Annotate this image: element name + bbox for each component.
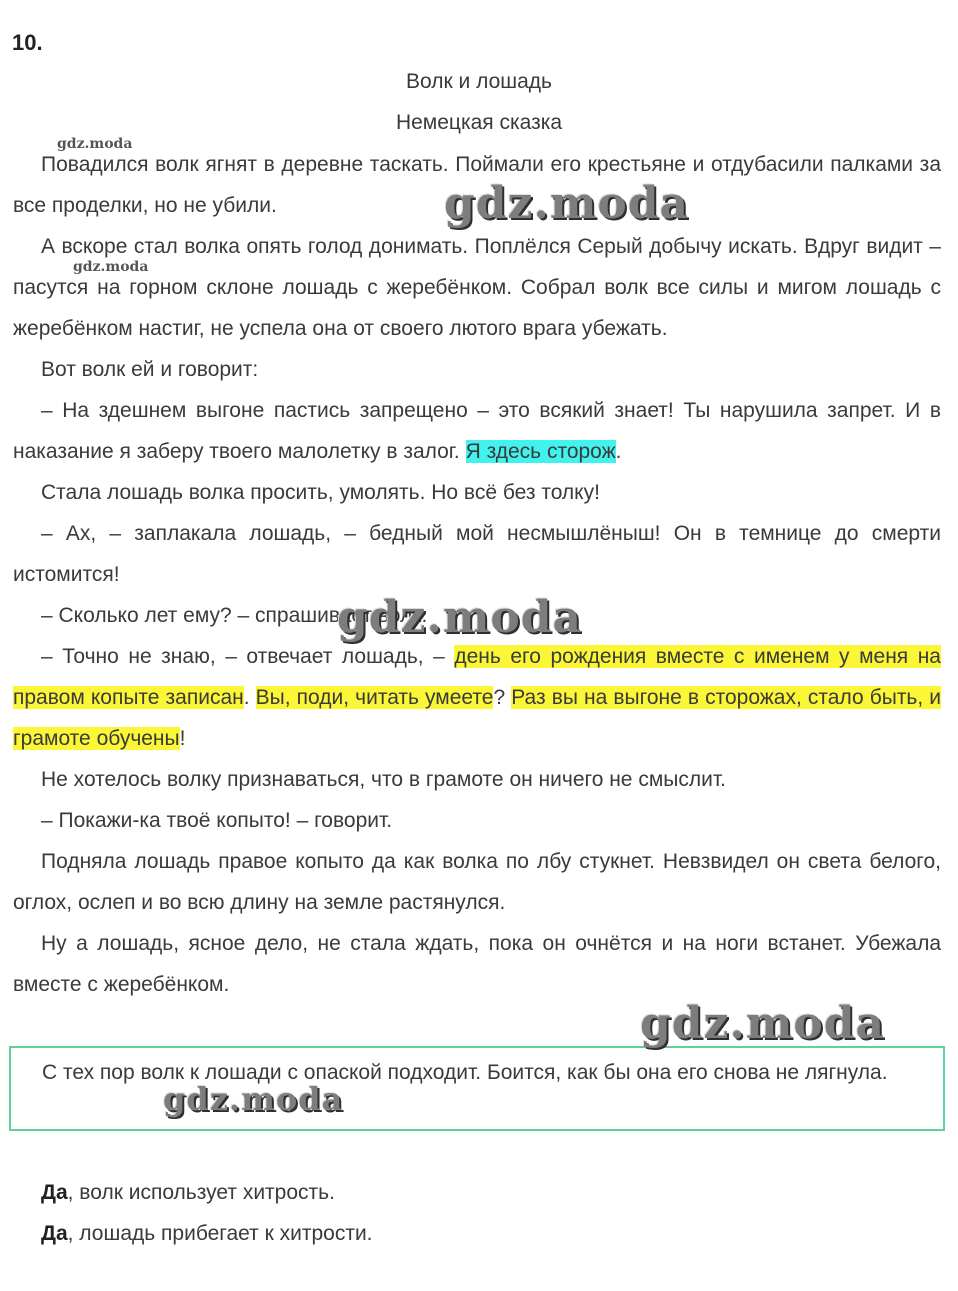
answer-text: , волк использует хитрость. xyxy=(67,1181,335,1204)
story-text xyxy=(13,144,941,1005)
paragraph: Ну а лошадь, ясное дело, не стала ждать, пока он очнётся и на ноги встанет. Убежала вместе с жеребёнком. xyxy=(13,932,941,996)
paragraph: Вот волк ей и говорит: xyxy=(41,358,259,381)
answer-line xyxy=(41,1172,373,1213)
yellow-highlight: Вы, поди, читать умеете xyxy=(255,686,494,709)
paragraph: Подняла лошадь правое копыто да как волка по лбу стукнет. Невзвидел он света белого, оглох, ослеп и во всю длину на земле растянулся. xyxy=(13,850,941,914)
paragraph-text: . xyxy=(243,686,256,709)
paragraph xyxy=(13,390,941,472)
paragraph: Не хотелось волку признаваться, что в грамоте он ничего не смыслит. xyxy=(41,768,726,791)
paragraph xyxy=(13,636,941,759)
answer-line xyxy=(41,1213,373,1254)
watermark-small: gdz.moda xyxy=(57,136,133,152)
paragraph-text: ! xyxy=(179,727,186,750)
answer-text: , лошадь прибегает к хитрости. xyxy=(67,1222,373,1245)
answer-bold: Да xyxy=(41,1222,68,1245)
boxed-paragraph: С тех пор волк к лошади с опаской подходит. Боится, как бы она его снова не лягнула. xyxy=(42,1061,888,1084)
paragraph-text: ? xyxy=(493,686,512,709)
paragraph-text: . xyxy=(615,440,622,463)
paragraph: – Ах, – заплакала лошадь, – бедный мой несмышлёныш! Он в темнице до смерти истомится! xyxy=(13,522,941,586)
task-number: 10. xyxy=(12,30,43,55)
paragraph: Повадился волк ягнят в деревне таскать. Поймали его крестьяне и отдубасили палками за все проделки, но не убили. xyxy=(13,153,941,217)
answer-bold: Да xyxy=(41,1181,68,1204)
paragraph: – Покажи-ка твоё копыто! – говорит. xyxy=(41,809,393,832)
watermark-large: gdz.moda xyxy=(444,178,690,229)
story-title: Волк и лошадь xyxy=(406,70,552,93)
yellow-highlight: день его рождения вместе с именем у меня на правом копыте записан xyxy=(13,645,941,709)
paragraph: Стала лошадь волка просить, умолять. Но всё без толку! xyxy=(41,481,600,504)
boxed-paragraph-frame xyxy=(9,1046,945,1131)
watermark-large: gdz.moda xyxy=(163,1080,344,1118)
story-subtitle: Немецкая сказка xyxy=(395,111,563,134)
paragraph-text: – Точно не знаю, – отвечает лошадь, – xyxy=(41,645,455,668)
watermark-small: gdz.moda xyxy=(73,259,149,275)
paragraph: А вскоре стал волка опять голод донимать. Поплёлся Серый добычу искать. Вдруг видит – пасутся на горном склоне лошадь с жеребёнком. Собрал волк все силы и мигом лошадь с жеребёнком настиг, не успела она от своего лютого врага убежать. xyxy=(13,235,941,340)
paragraph: – Сколько лет ему? – спрашивает волк. xyxy=(41,604,428,627)
yellow-highlight: Раз вы на выгоне в сторожах, стало быть, и грамоте обучены xyxy=(13,686,942,750)
watermark-large: gdz.moda xyxy=(640,998,886,1049)
paragraph-text: – На здешнем выгоне пастись запрещено – это всякий знает! Ты нарушила запрет. И в наказание я заберу твоего малолетку в залог. xyxy=(13,399,941,463)
watermark-large: gdz.moda xyxy=(337,592,583,643)
cyan-highlight: Я здесь сторож xyxy=(465,440,616,463)
answers xyxy=(41,1172,373,1254)
